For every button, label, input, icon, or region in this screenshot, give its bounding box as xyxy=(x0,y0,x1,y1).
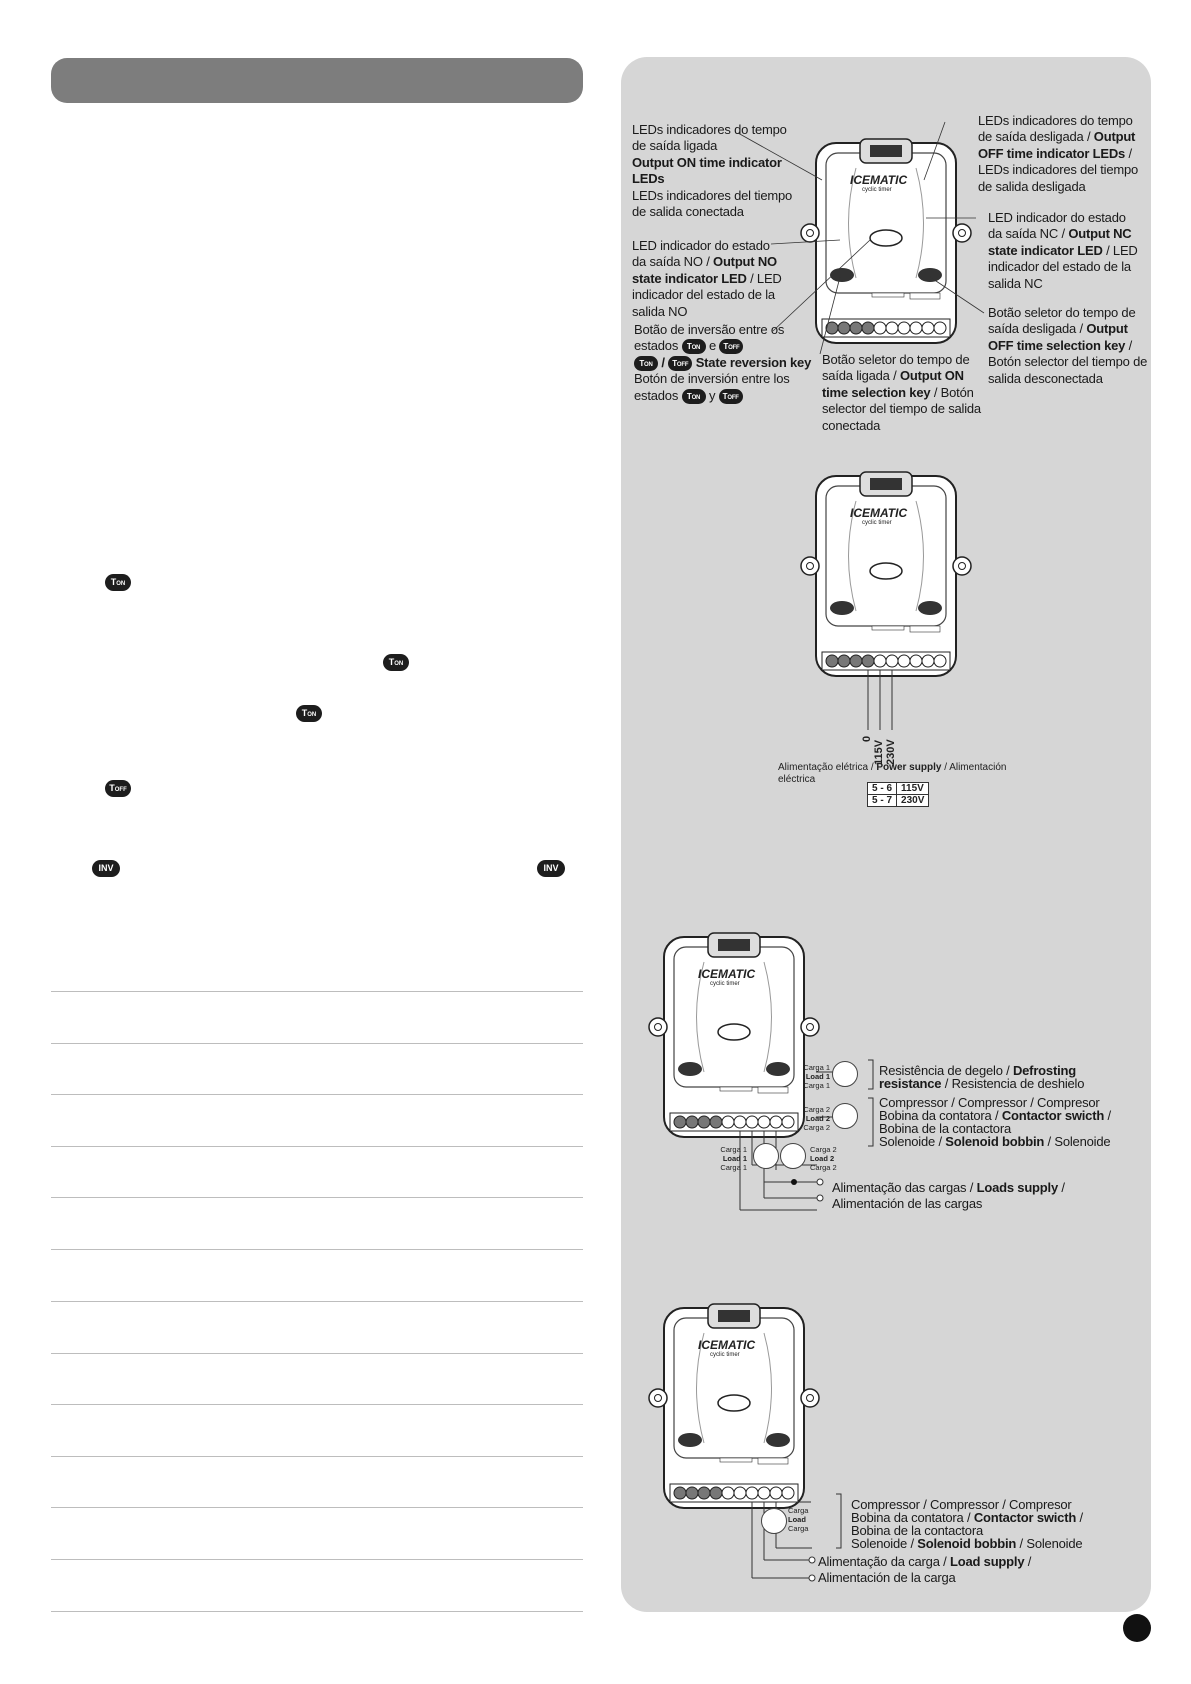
t-on-badge-letter: T xyxy=(388,657,395,667)
table-cell: 230V xyxy=(897,795,929,807)
text-en: Defrosting resistance xyxy=(879,1063,1076,1091)
wire-label: 115V xyxy=(873,739,885,765)
load-supply-label: Alimentação da carga / Load supply / Alimentación de la carga xyxy=(818,1554,1032,1586)
device-brand: ICEMATIC xyxy=(698,1338,756,1352)
text-es: / LEDs indicadores del tiempo de salida desligada xyxy=(978,145,1139,194)
state-reversion-key-label: Botão de inversão entre os estados TON e TOFF TON / TOFF State reversion key Botón de inversión entre los estados TON y TOFF xyxy=(634,322,812,403)
load-label xyxy=(788,1506,810,1533)
text-pt: Solenoide / xyxy=(879,1134,942,1149)
text-es: / Resistencia de deshielo xyxy=(944,1076,1085,1091)
page-number-dot xyxy=(1123,1614,1151,1642)
wire-label: 0 xyxy=(861,735,873,742)
text-es: Alimentación de la carga xyxy=(818,1570,956,1586)
load2-label xyxy=(810,1145,850,1172)
text-en: State reversion key xyxy=(695,354,812,370)
load2-circle xyxy=(832,1103,858,1129)
device-subtitle: cyclic timer xyxy=(710,1352,740,1358)
device-subtitle: cyclic timer xyxy=(862,520,892,526)
t-on-badge xyxy=(634,356,658,371)
t-on-badge-sub: ON xyxy=(116,581,126,587)
t-on-badge xyxy=(682,339,706,354)
text-pt: Carga 1 xyxy=(803,1063,830,1072)
t-off-badge xyxy=(719,389,743,404)
text-en: Contactor swicth xyxy=(1001,1108,1105,1123)
text-es: Alimentación de las cargas xyxy=(832,1196,983,1212)
text-es: Carga 1 xyxy=(720,1163,747,1172)
t-off-badge-letter: T xyxy=(672,358,677,368)
t-off-badge xyxy=(719,339,743,354)
t-on-badge-letter: T xyxy=(639,358,645,368)
defrosting-resistance-label xyxy=(879,1064,1089,1090)
text-es: / Alimentación eléctrica xyxy=(778,762,1007,785)
text-pt: LED indicador do estado da saída NO / xyxy=(632,238,770,270)
inv-badge: INV xyxy=(92,860,120,877)
t-on-badge-sub: ON xyxy=(644,361,653,368)
text-pt: Bobina da contatora / xyxy=(879,1108,999,1123)
text-pt: Solenoide / xyxy=(851,1536,914,1551)
t-off-badge-sub: OFF xyxy=(727,394,739,401)
t-on-badge-sub: ON xyxy=(307,712,317,718)
text-en: Output NC state indicator LED xyxy=(988,226,1132,258)
t-on-badge-letter: T xyxy=(686,391,692,401)
device-drawing xyxy=(649,1304,819,1508)
text-pt: Botão seletor do tempo de saída desligada / xyxy=(988,305,1136,337)
text-en: Power supply xyxy=(876,762,942,773)
text-pt: Alimentação elétrica / xyxy=(778,762,874,773)
table-row xyxy=(868,795,929,807)
load-circle xyxy=(761,1508,787,1534)
text-en: Output ON time selection key xyxy=(822,368,964,400)
text-pt: Bobina da contatora / xyxy=(851,1510,971,1525)
text-es: / Solenoide xyxy=(1047,1134,1111,1149)
text-en: Load 2 xyxy=(805,1114,830,1123)
text-pt: Alimentação das cargas / xyxy=(832,1180,974,1195)
off-time-leds-label xyxy=(978,113,1148,195)
table-cell: 5 - 7 xyxy=(868,795,897,807)
text-pt: Carga 1 xyxy=(720,1145,747,1154)
t-off-badge-sub: OFF xyxy=(114,787,127,793)
text-es: / LED indicador del estado de la salida NO xyxy=(632,270,782,319)
text-es: Carga 2 xyxy=(810,1163,837,1172)
device-brand: ICEMATIC xyxy=(850,506,908,520)
t-on-badge-sub: ON xyxy=(691,394,701,401)
inv-badge: INV xyxy=(537,860,565,877)
table-cell: 5 - 6 xyxy=(868,783,897,795)
device-subtitle: cyclic timer xyxy=(862,187,892,193)
text-pt: LEDs indicadores do tempo de saída desligada / xyxy=(978,113,1133,145)
table-row xyxy=(868,783,929,795)
text-line: Compressor / Compressor / Compresor xyxy=(879,1095,1100,1110)
text-pt: Carga 2 xyxy=(810,1145,837,1154)
t-off-badge-sub: OFF xyxy=(676,361,689,368)
text-pt: Botão seletor do tempo de saída ligada / xyxy=(822,352,970,384)
load2-label xyxy=(790,1105,830,1132)
text-en: Load 1 xyxy=(805,1072,830,1081)
text-es: Carga 2 xyxy=(803,1123,830,1132)
text-en: Output NO state indicator LED xyxy=(632,254,777,286)
text-line: Compressor / Compressor / Compresor xyxy=(851,1497,1072,1512)
text-en: Load xyxy=(788,1515,806,1524)
text-es: / Botón selector del tiempo de salida desconectada xyxy=(988,337,1148,386)
text-pt: LEDs indicadores do tempo de saída ligada xyxy=(632,122,787,154)
text-pt: Alimentação da carga / xyxy=(818,1554,947,1569)
compressor-label: Compressor / Compressor / Compresor Bobina da contatora / Contactor swicth / Bobina de la contactora Solenoide / Solenoid bobbin / Solenoide xyxy=(851,1497,1083,1551)
t-off-badge-letter: T xyxy=(723,342,729,352)
text-en: Load supply xyxy=(950,1554,1025,1569)
text-es: / LED indicador del estado de la salida NC xyxy=(988,242,1138,291)
text-pt: Carga xyxy=(788,1506,809,1515)
text-en: Solenoid bobbin xyxy=(945,1134,1045,1149)
text-en: Output OFF time indicator LEDs xyxy=(978,129,1136,161)
compressor-label: Compressor / Compressor / Compresor Bobina da contatora / Contactor swicth / Bobina de la contactora Solenoide / Solenoid bobbin / Solenoide xyxy=(879,1095,1111,1149)
text-es: Carga 1 xyxy=(803,1081,830,1090)
text-pt: LED indicador do estado da saída NC / xyxy=(988,210,1126,242)
t-off-badge-sub: OFF xyxy=(728,345,740,352)
voltage-table xyxy=(867,782,929,807)
table-cell: 115V xyxy=(897,783,929,795)
text-en: Load 2 xyxy=(810,1154,835,1163)
device-subtitle: cyclic timer xyxy=(710,981,740,987)
text-pt: Carga 2 xyxy=(803,1105,830,1114)
off-time-key-label xyxy=(988,305,1148,387)
on-time-leds-label xyxy=(632,122,802,220)
text-es: Bobina de la contactora xyxy=(879,1121,1011,1136)
load1-label xyxy=(790,1063,830,1090)
text-pt: Botão de inversão entre os estados xyxy=(634,322,785,354)
device-brand: ICEMATIC xyxy=(850,173,908,187)
t-off-badge-letter: T xyxy=(722,391,728,401)
text-en: Contactor swicth xyxy=(973,1510,1077,1525)
device-drawing xyxy=(801,472,971,676)
loads-supply-label: Alimentação das cargas / Loads supply / Alimentación de las cargas xyxy=(832,1180,1065,1212)
load1-circle xyxy=(753,1143,779,1169)
wire-label: 230V xyxy=(885,739,897,765)
text-es: Carga xyxy=(788,1524,809,1533)
text-es-conj: y xyxy=(708,387,716,403)
text-en: Output OFF time selection key xyxy=(988,321,1128,353)
load1-label xyxy=(707,1145,747,1172)
t-on-badge-letter: T xyxy=(110,577,117,587)
t-on-badge-letter: T xyxy=(686,342,692,352)
text-en: Solenoid bobbin xyxy=(917,1536,1017,1551)
text-es: / Solenoide xyxy=(1019,1536,1083,1551)
no-state-led-label xyxy=(632,238,782,320)
text-es: / Botón selector del tiempo de salida conectada xyxy=(822,384,981,433)
t-on-badge-letter: T xyxy=(301,708,308,718)
t-on-badge-sub: ON xyxy=(691,345,701,352)
nc-state-led-label xyxy=(988,210,1138,292)
text-pt-conj: e xyxy=(708,338,717,354)
load2-circle xyxy=(780,1143,806,1169)
text-pt: Resistência de degelo / xyxy=(879,1063,1010,1078)
on-time-key-label xyxy=(822,352,987,434)
t-off-badge xyxy=(668,356,692,371)
t-off-badge-letter: T xyxy=(109,783,115,793)
text-en: Loads supply xyxy=(976,1180,1058,1195)
text-en: Load 1 xyxy=(722,1154,747,1163)
load1-circle xyxy=(832,1061,858,1087)
text-es: LEDs indicadores del tiempo de salida conectada xyxy=(632,187,793,220)
t-on-badge xyxy=(682,389,706,404)
t-on-badge-sub: ON xyxy=(394,661,404,667)
text-es: Bobina de la contactora xyxy=(851,1523,983,1538)
text-en: Output ON time indicator LEDs xyxy=(632,154,782,187)
device-brand: ICEMATIC xyxy=(698,967,756,981)
text-es: Botón de inversión entre los estados xyxy=(634,371,790,403)
